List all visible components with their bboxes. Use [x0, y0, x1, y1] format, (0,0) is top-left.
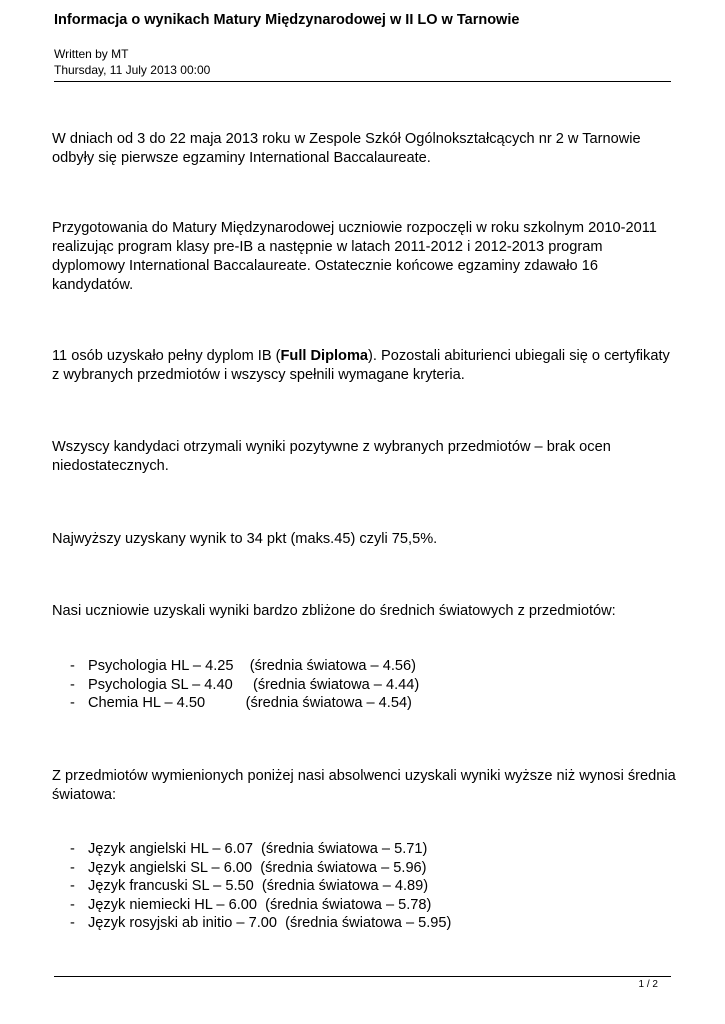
list-item-text: Język niemiecki HL – 6.00 (średnia światowa – 5.78) [88, 896, 432, 913]
article-meta [54, 46, 210, 78]
list-bullet: - [70, 658, 75, 674]
list-item [70, 694, 419, 713]
paragraph-full-diploma [52, 347, 677, 385]
header-divider [54, 81, 671, 82]
list-item [70, 840, 451, 859]
full-diploma-bold: Full Diploma [280, 348, 369, 364]
list-bullet: - [70, 896, 75, 913]
list-item [70, 877, 451, 896]
page-number: 1 / 2 [638, 979, 658, 990]
paragraph-similar-results: Nasi uczniowie uzyskali wyniki bardzo zbliżone do średnich światowych z przedmiotów: [52, 603, 616, 619]
paragraph-exam-dates: W dniach od 3 do 22 maja 2013 roku w Zespole Szkół Ogólnokształcących nr 2 w Tarnowie odbyły się pierwsze egzaminy International Baccalaureate. [52, 131, 641, 166]
paragraph-higher-results: Z przedmiotów wymienionych poniżej nasi absolwenci uzyskali wyniki wyższe niż wynosi średnia światowa: [52, 768, 676, 803]
footer-divider [54, 976, 671, 977]
paragraph-preparation: Przygotowania do Matury Międzynarodowej uczniowie rozpoczęli w roku szkolnym 2010-2011 realizując program klasy pre-IB a następnie w latach 2011-2012 i 2012-2013 program dyplomowy International Baccalaureate. Ostatecznie końcowe egzaminy zdawało 16 kandydatów. [52, 220, 657, 293]
list-bullet: - [70, 915, 75, 932]
higher-results-list [70, 840, 451, 933]
list-bullet: - [70, 695, 75, 712]
list-item-text: Język angielski SL – 6.00 (średnia światowa – 5.96) [88, 859, 427, 876]
list-item [70, 657, 419, 676]
list-item-text: Psychologia SL – 4.40 (średnia światowa – 4.44) [88, 676, 420, 693]
page-title: Informacja o wynikach Matury Międzynarodowej w II LO w Tarnowie [54, 12, 520, 28]
paragraph-positive-results: Wszyscy kandydaci otrzymali wyniki pozytywne z wybranych przedmiotów – brak ocen niedostatecznych. [52, 439, 611, 474]
full-diploma-text-before: 11 osób uzyskało pełny dyplom IB ( [52, 348, 281, 364]
list-item [70, 896, 451, 915]
paragraph-top-score: Najwyższy uzyskany wynik to 34 pkt (maks.45) czyli 75,5%. [52, 531, 438, 547]
list-item-text: Język rosyjski ab initio – 7.00 (średnia światowa – 5.95) [88, 915, 452, 932]
full-diploma-text-after: ). Pozostali abiturienci ubiegali się o certyfikaty z wybranych przedmiotów i wszyscy spełnili wymagane kryteria. [52, 348, 670, 383]
list-item-text: Chemia HL – 4.50 (średnia światowa – 4.54) [88, 695, 412, 712]
list-item [70, 676, 419, 695]
list-bullet: - [70, 878, 75, 895]
list-bullet: - [70, 676, 75, 693]
list-item-text: Język francuski SL – 5.50 (średnia światowa – 4.89) [88, 878, 429, 895]
list-item [70, 859, 451, 878]
author-line: Written by MT [54, 47, 129, 61]
list-bullet: - [70, 841, 75, 857]
list-item [70, 914, 451, 933]
date-line: Thursday, 11 July 2013 00:00 [54, 63, 211, 77]
list-item-text: Psychologia HL – 4.25 (średnia światowa – 4.56) [88, 658, 416, 674]
list-bullet: - [70, 859, 75, 876]
list-item-text: Język angielski HL – 6.07 (średnia światowa – 5.71) [88, 841, 428, 857]
similar-results-list [70, 657, 419, 713]
